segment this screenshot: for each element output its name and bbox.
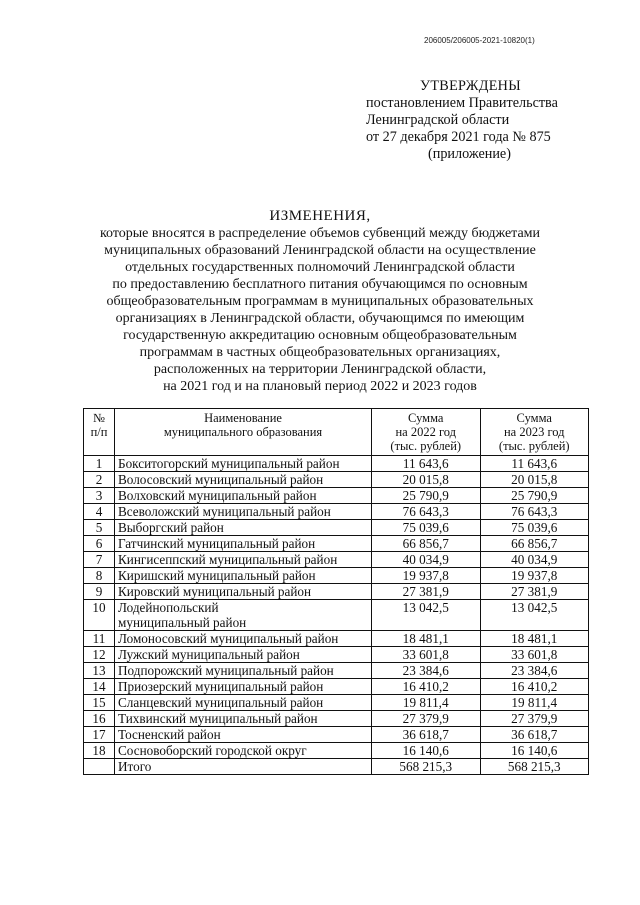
table-row bbox=[84, 600, 589, 631]
header-2022 bbox=[372, 409, 481, 456]
approval-heading: УТВЕРЖДЕНЫ bbox=[420, 78, 521, 94]
amount-2023: 76 643,3 bbox=[480, 504, 589, 520]
municipality-name-line: Сланцевский муниципальный район bbox=[118, 695, 324, 710]
header-text: № bbox=[93, 411, 105, 425]
table-row bbox=[84, 488, 589, 504]
municipality-name-line: Всеволожский муниципальный район bbox=[118, 504, 331, 519]
row-number: 3 bbox=[84, 488, 115, 504]
header-text: на 2022 год bbox=[395, 425, 457, 439]
row-number: 14 bbox=[84, 679, 115, 695]
title-line: программам в частных общеобразовательных организациях, bbox=[139, 345, 501, 360]
approval-block bbox=[366, 78, 586, 163]
table-header-row bbox=[84, 409, 589, 456]
amount-2023: 25 790,9 bbox=[480, 488, 589, 504]
municipality-name bbox=[115, 584, 372, 600]
municipality-name bbox=[115, 647, 372, 663]
municipality-name-line: Тосненский район bbox=[118, 727, 221, 742]
amount-2023: 18 481,1 bbox=[480, 631, 589, 647]
total-num-empty bbox=[84, 759, 115, 775]
amount-2023: 11 643,6 bbox=[480, 456, 589, 472]
total-2022: 568 215,3 bbox=[372, 759, 481, 775]
table-row bbox=[84, 536, 589, 552]
municipality-name-line: Сосновоборский городской округ bbox=[118, 743, 307, 758]
row-number: 7 bbox=[84, 552, 115, 568]
municipality-name-line: Кировский муниципальный район bbox=[118, 584, 312, 599]
amount-2023: 23 384,6 bbox=[480, 663, 589, 679]
municipality-name-line: Кингисеппский муниципальный район bbox=[118, 552, 338, 567]
title-line: муниципальных образований Ленинградской области на осуществление bbox=[104, 243, 536, 258]
municipality-name-line: Ломоносовский муниципальный район bbox=[118, 631, 339, 646]
approval-line: от 27 декабря 2021 года № 875 bbox=[366, 129, 551, 145]
header-text: Сумма bbox=[516, 411, 552, 425]
table-row bbox=[84, 552, 589, 568]
municipality-name bbox=[115, 727, 372, 743]
municipality-name-line: муниципальный район bbox=[118, 615, 247, 630]
municipality-name-line: Подпорожский муниципальный район bbox=[118, 663, 334, 678]
title-line: отдельных государственных полномочий Ленинградской области bbox=[125, 260, 515, 275]
table-row bbox=[84, 472, 589, 488]
table-row bbox=[84, 456, 589, 472]
table-row bbox=[84, 504, 589, 520]
subsidy-table bbox=[83, 408, 589, 775]
header-text: муниципального образования bbox=[163, 425, 323, 439]
row-number: 6 bbox=[84, 536, 115, 552]
row-number: 8 bbox=[84, 568, 115, 584]
table-row bbox=[84, 584, 589, 600]
municipality-name bbox=[115, 663, 372, 679]
municipality-name bbox=[115, 743, 372, 759]
header-text: (тыс. рублей) bbox=[390, 439, 462, 453]
municipality-name-line: Бокситогорский муниципальный район bbox=[118, 456, 340, 471]
municipality-name-line: Киришский муниципальный район bbox=[118, 568, 316, 583]
row-number: 16 bbox=[84, 711, 115, 727]
municipality-name bbox=[115, 504, 372, 520]
municipality-name-line: Волосовский муниципальный район bbox=[118, 472, 324, 487]
title-line: государственную аккредитацию основным общеобразовательным bbox=[123, 328, 517, 343]
header-text: Сумма bbox=[408, 411, 444, 425]
title-line: организациях в Ленинградской области, обучающимся по имеющим bbox=[115, 311, 525, 326]
row-number: 4 bbox=[84, 504, 115, 520]
row-number: 13 bbox=[84, 663, 115, 679]
amount-2022: 33 601,8 bbox=[372, 647, 481, 663]
row-number: 5 bbox=[84, 520, 115, 536]
amount-2023: 40 034,9 bbox=[480, 552, 589, 568]
title-line: расположенных на территории Ленинградской области, bbox=[153, 362, 487, 377]
amount-2022: 75 039,6 bbox=[372, 520, 481, 536]
amount-2023: 75 039,6 bbox=[480, 520, 589, 536]
municipality-name bbox=[115, 568, 372, 584]
table-row bbox=[84, 679, 589, 695]
title-line: которые вносятся в распределение объемов субвенций между бюджетами bbox=[99, 226, 541, 241]
amount-2023: 20 015,8 bbox=[480, 472, 589, 488]
total-label: Итого bbox=[115, 759, 372, 775]
amount-2023: 27 379,9 bbox=[480, 711, 589, 727]
amount-2023: 16 140,6 bbox=[480, 743, 589, 759]
header-2023 bbox=[480, 409, 589, 456]
amount-2022: 23 384,6 bbox=[372, 663, 481, 679]
table-row bbox=[84, 663, 589, 679]
amount-2022: 18 481,1 bbox=[372, 631, 481, 647]
municipality-name bbox=[115, 679, 372, 695]
document-id: 206005/206005-2021-10820(1) bbox=[424, 36, 535, 45]
amount-2023: 66 856,7 bbox=[480, 536, 589, 552]
amount-2022: 13 042,5 bbox=[372, 600, 481, 631]
row-number: 17 bbox=[84, 727, 115, 743]
municipality-name-line: Тихвинский муниципальный район bbox=[118, 711, 318, 726]
approval-line: (приложение) bbox=[428, 146, 511, 162]
amount-2022: 25 790,9 bbox=[372, 488, 481, 504]
amount-2022: 66 856,7 bbox=[372, 536, 481, 552]
row-number: 12 bbox=[84, 647, 115, 663]
municipality-name-line: Лодейнопольский bbox=[118, 600, 219, 615]
municipality-name bbox=[115, 536, 372, 552]
amount-2022: 27 379,9 bbox=[372, 711, 481, 727]
amount-2023: 19 937,8 bbox=[480, 568, 589, 584]
amount-2023: 33 601,8 bbox=[480, 647, 589, 663]
amount-2022: 11 643,6 bbox=[372, 456, 481, 472]
amount-2023: 27 381,9 bbox=[480, 584, 589, 600]
amount-2022: 36 618,7 bbox=[372, 727, 481, 743]
amount-2022: 19 811,4 bbox=[372, 695, 481, 711]
title-line: на 2021 год и на плановый период 2022 и 2023 годов bbox=[163, 379, 477, 394]
amount-2022: 20 015,8 bbox=[372, 472, 481, 488]
title-main: ИЗМЕНЕНИЯ, bbox=[269, 208, 371, 224]
row-number: 9 bbox=[84, 584, 115, 600]
row-number: 2 bbox=[84, 472, 115, 488]
table-row bbox=[84, 520, 589, 536]
header-text: п/п bbox=[90, 425, 108, 439]
amount-2023: 19 811,4 bbox=[480, 695, 589, 711]
document-title bbox=[60, 208, 580, 395]
municipality-name bbox=[115, 552, 372, 568]
table-row bbox=[84, 568, 589, 584]
row-number: 1 bbox=[84, 456, 115, 472]
approval-line: Ленинградской области bbox=[366, 112, 510, 128]
municipality-name bbox=[115, 520, 372, 536]
table-row bbox=[84, 695, 589, 711]
table-row bbox=[84, 631, 589, 647]
municipality-name bbox=[115, 631, 372, 647]
row-number: 18 bbox=[84, 743, 115, 759]
municipality-name bbox=[115, 695, 372, 711]
municipality-name-line: Приозерский муниципальный район bbox=[118, 679, 324, 694]
amount-2022: 40 034,9 bbox=[372, 552, 481, 568]
municipality-name bbox=[115, 488, 372, 504]
amount-2023: 13 042,5 bbox=[480, 600, 589, 631]
header-text: на 2023 год bbox=[503, 425, 565, 439]
amount-2022: 16 140,6 bbox=[372, 743, 481, 759]
amount-2022: 19 937,8 bbox=[372, 568, 481, 584]
table-row bbox=[84, 711, 589, 727]
municipality-name-line: Выборгский район bbox=[118, 520, 224, 535]
total-row bbox=[84, 759, 589, 775]
amount-2023: 16 410,2 bbox=[480, 679, 589, 695]
table-row bbox=[84, 743, 589, 759]
header-num bbox=[84, 409, 115, 456]
title-line: общеобразовательным программам в муниципальных образовательных bbox=[106, 294, 534, 309]
municipality-name bbox=[115, 472, 372, 488]
amount-2022: 27 381,9 bbox=[372, 584, 481, 600]
header-text: (тыс. рублей) bbox=[498, 439, 570, 453]
amount-2022: 76 643,3 bbox=[372, 504, 481, 520]
municipality-name bbox=[115, 456, 372, 472]
table-row bbox=[84, 647, 589, 663]
municipality-name-line: Лужский муниципальный район bbox=[118, 647, 300, 662]
approval-line: постановлением Правительства bbox=[366, 95, 558, 111]
header-name bbox=[115, 409, 372, 456]
municipality-name bbox=[115, 600, 372, 631]
row-number: 15 bbox=[84, 695, 115, 711]
municipality-name-line: Гатчинский муниципальный район bbox=[118, 536, 316, 551]
municipality-name bbox=[115, 711, 372, 727]
total-2023: 568 215,3 bbox=[480, 759, 589, 775]
row-number: 10 bbox=[84, 600, 115, 631]
amount-2022: 16 410,2 bbox=[372, 679, 481, 695]
amount-2023: 36 618,7 bbox=[480, 727, 589, 743]
header-text: Наименование bbox=[204, 411, 282, 425]
title-line: по предоставлению бесплатного питания обучающимся по основным bbox=[112, 277, 528, 292]
row-number: 11 bbox=[84, 631, 115, 647]
municipality-name-line: Волховский муниципальный район bbox=[118, 488, 317, 503]
table-row bbox=[84, 727, 589, 743]
